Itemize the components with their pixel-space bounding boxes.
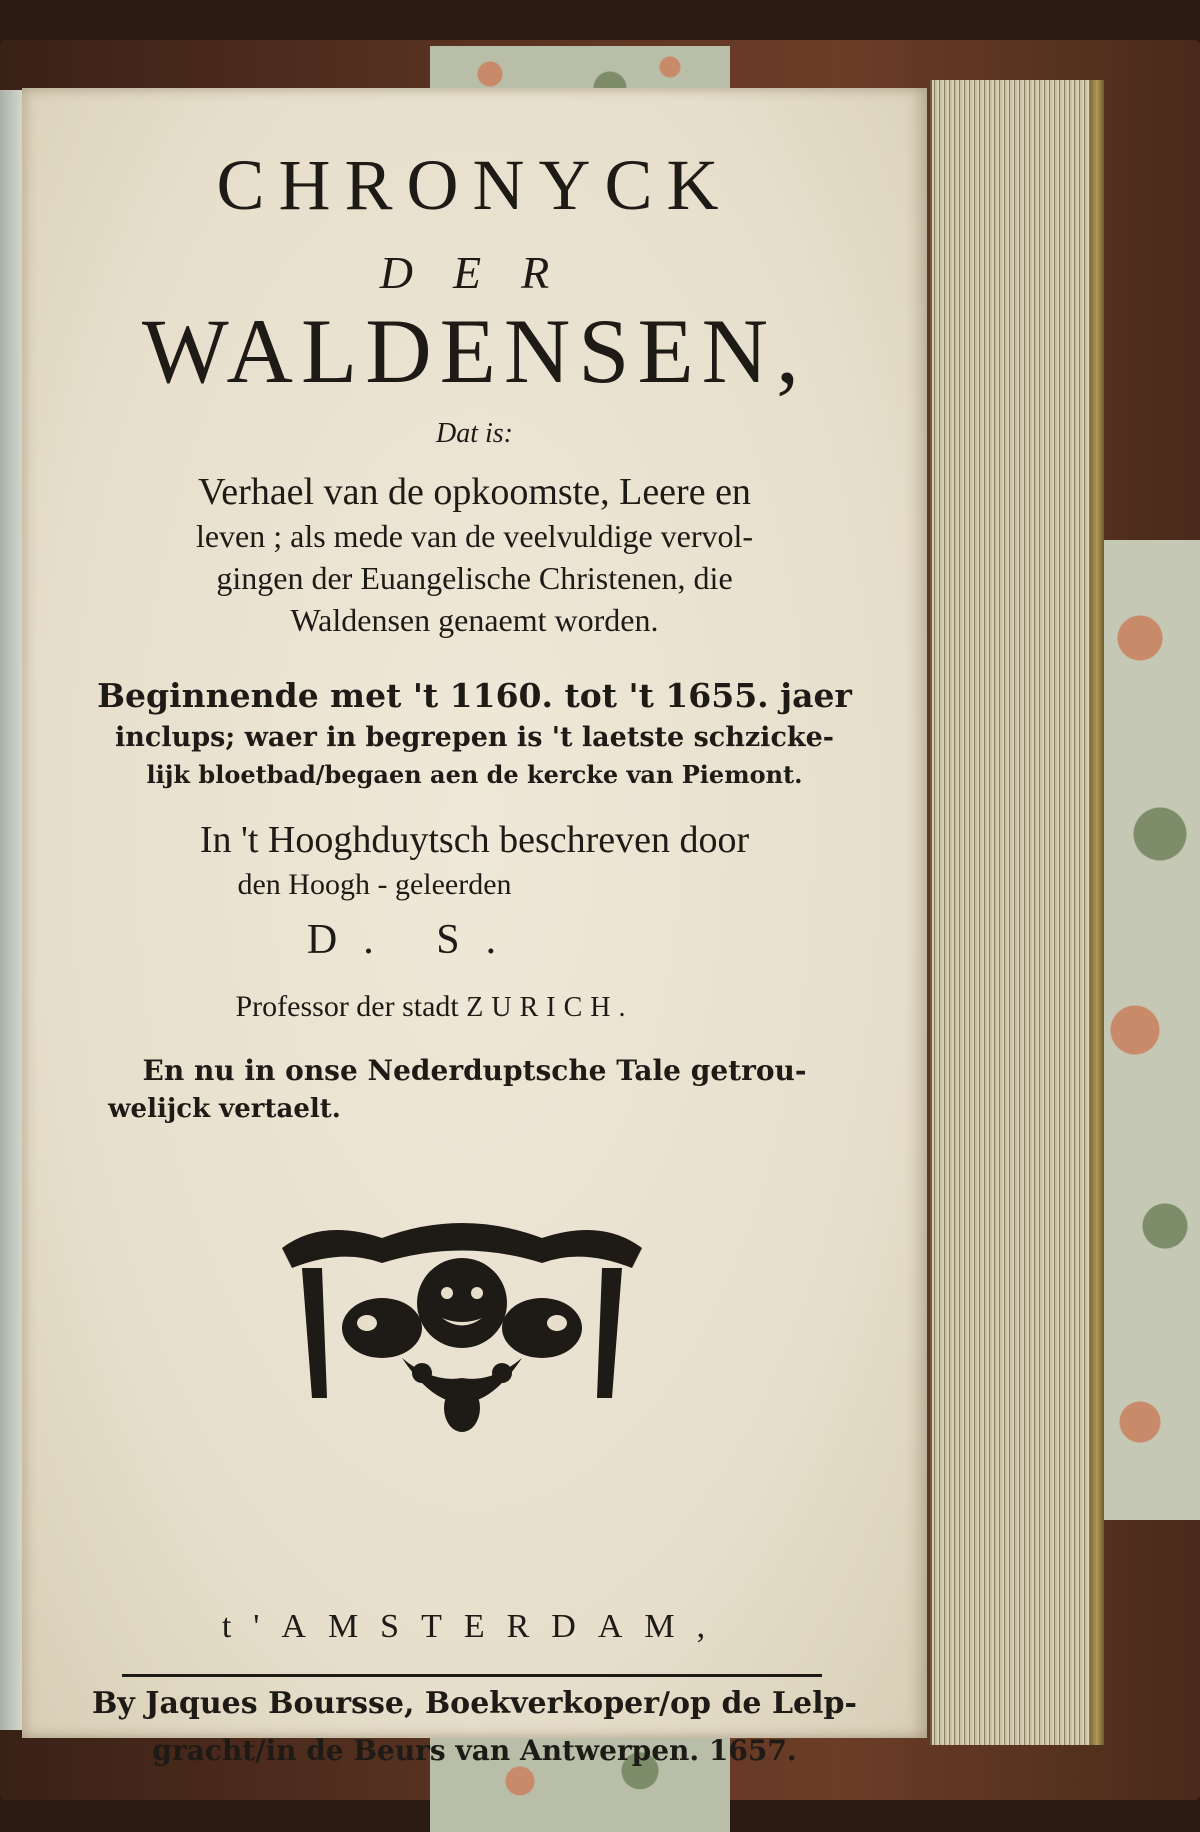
translation-line-2: welijck vertaelt.	[108, 1094, 341, 1124]
title-page	[22, 88, 927, 1767]
blackletter-line-2: inclups; waer in begrepen is 't laetste schzicke-	[115, 722, 834, 753]
description-line-2: leven ; als mede van de veelvuldige vervol-	[195, 518, 754, 554]
author-line-1: In 't Hooghduytsch beschreven door	[199, 819, 750, 861]
imprint-city: t'AMSTERDAM,	[221, 1608, 728, 1645]
imprint-rule	[122, 1674, 822, 1677]
description-line-3: gingen der Euangelische Christenen, die	[216, 560, 733, 596]
professor-line	[0, 990, 887, 1024]
imprint-line-2: gracht/in de Beurs van Antwerpen. 1657.	[152, 1734, 797, 1767]
imprint-line-1: By Jaques Boursse, Boekverkoper/op de Lelp-	[92, 1686, 857, 1721]
title-chronyck: CHRONYCK	[216, 145, 733, 225]
blackletter-line-1: Beginnende met 't 1160. tot 't 1655. jaer	[97, 676, 852, 715]
woodcut-ornament	[262, 1208, 662, 1448]
zurich-text: ZURICH.	[466, 992, 634, 1023]
gilt-edge	[1090, 80, 1104, 1745]
translation-line-1: En nu in onse Nederduptsche Tale getrou-	[142, 1054, 807, 1087]
dat-is-line: Dat is:	[436, 418, 513, 449]
page-edges	[930, 80, 1102, 1745]
marbled-endpaper-right	[1100, 540, 1200, 1520]
title-waldensen: WALDENSEN,	[141, 300, 808, 402]
professor-text: Professor der stadt	[235, 990, 459, 1023]
title-der: DER	[379, 247, 590, 298]
author-line-2: den Hoogh - geleerden	[237, 868, 512, 901]
description-line-1: Verhael van de opkoomste, Leere en	[198, 471, 751, 513]
description-line-4: Waldensen genaemt worden.	[290, 602, 659, 638]
blackletter-line-3: lijk bloetbad/begaen aen de kercke van Piemont.	[146, 760, 803, 789]
author-initials: D. S.	[306, 917, 523, 963]
